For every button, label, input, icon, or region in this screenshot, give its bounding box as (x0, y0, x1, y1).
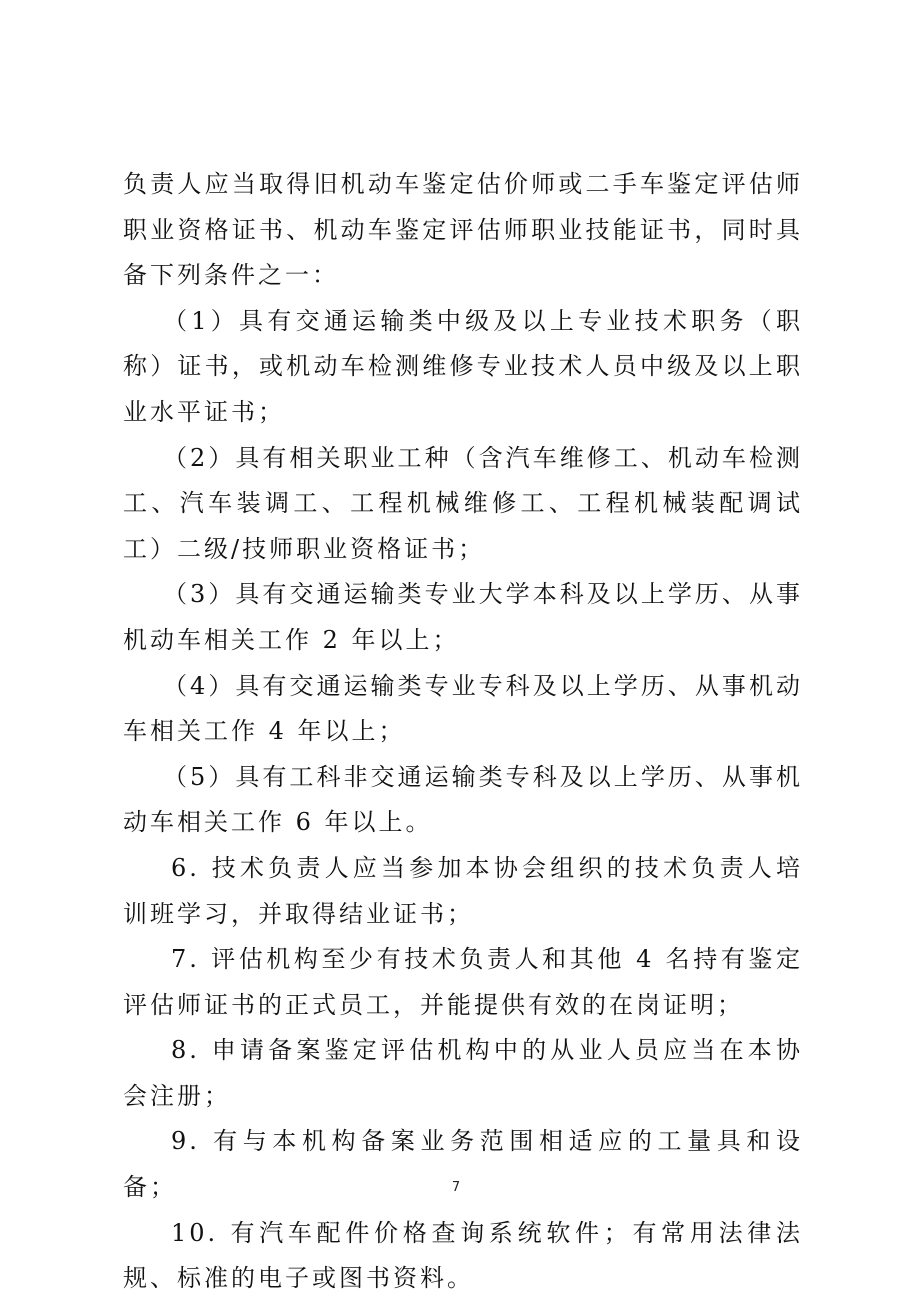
paragraph-item-8: 8. 申请备案鉴定评估机构中的从业人员应当在本协会注册； (123, 1036, 803, 1110)
paragraph-condition-5: （5）具有工科非交通运输类专科及以上学历、从事机动车相关工作 6 年以上。 (123, 762, 803, 837)
document-body (123, 162, 803, 1302)
paragraph-continuation: 负责人应当取得旧机动车鉴定估价师或二手车鉴定评估师职业资格证书、机动车鉴定评估师职业技能证书，同时具备下列条件之一： (123, 170, 803, 290)
paragraph-item-7: 7. 评估机构至少有技术负责人和其他 4 名持有鉴定评估师证书的正式员工，并能提供有效的在岗证明； (123, 945, 803, 1019)
paragraph-condition-4: （4）具有交通运输类专业专科及以上学历、从事机动车相关工作 4 年以上； (123, 671, 803, 746)
paragraph-condition-3: （3）具有交通运输类专业大学本科及以上学历、从事机动车相关工作 2 年以上； (123, 580, 803, 654)
paragraph-item-6: 6. 技术负责人应当参加本协会组织的技术负责人培训班学习，并取得结业证书； (123, 853, 803, 928)
page-number: 7 (451, 1180, 461, 1195)
paragraph-item-10: 10. 有汽车配件价格查询系统软件；有常用法律法规、标准的电子或图书资料。 (123, 1218, 803, 1293)
paragraph-item-9: 9. 有与本机构备案业务范围相适应的工量具和设备； (123, 1127, 803, 1202)
paragraph-condition-1: （1）具有交通运输类中级及以上专业技术职务（职称）证书，或机动车检测维修专业技术人员中级及以上职业水平证书； (123, 306, 803, 426)
paragraph-condition-2: （2）具有相关职业工种（含汽车维修工、机动车检测工、汽车装调工、工程机械维修工、工程机械装配调试工）二级/技师职业资格证书； (123, 443, 803, 563)
